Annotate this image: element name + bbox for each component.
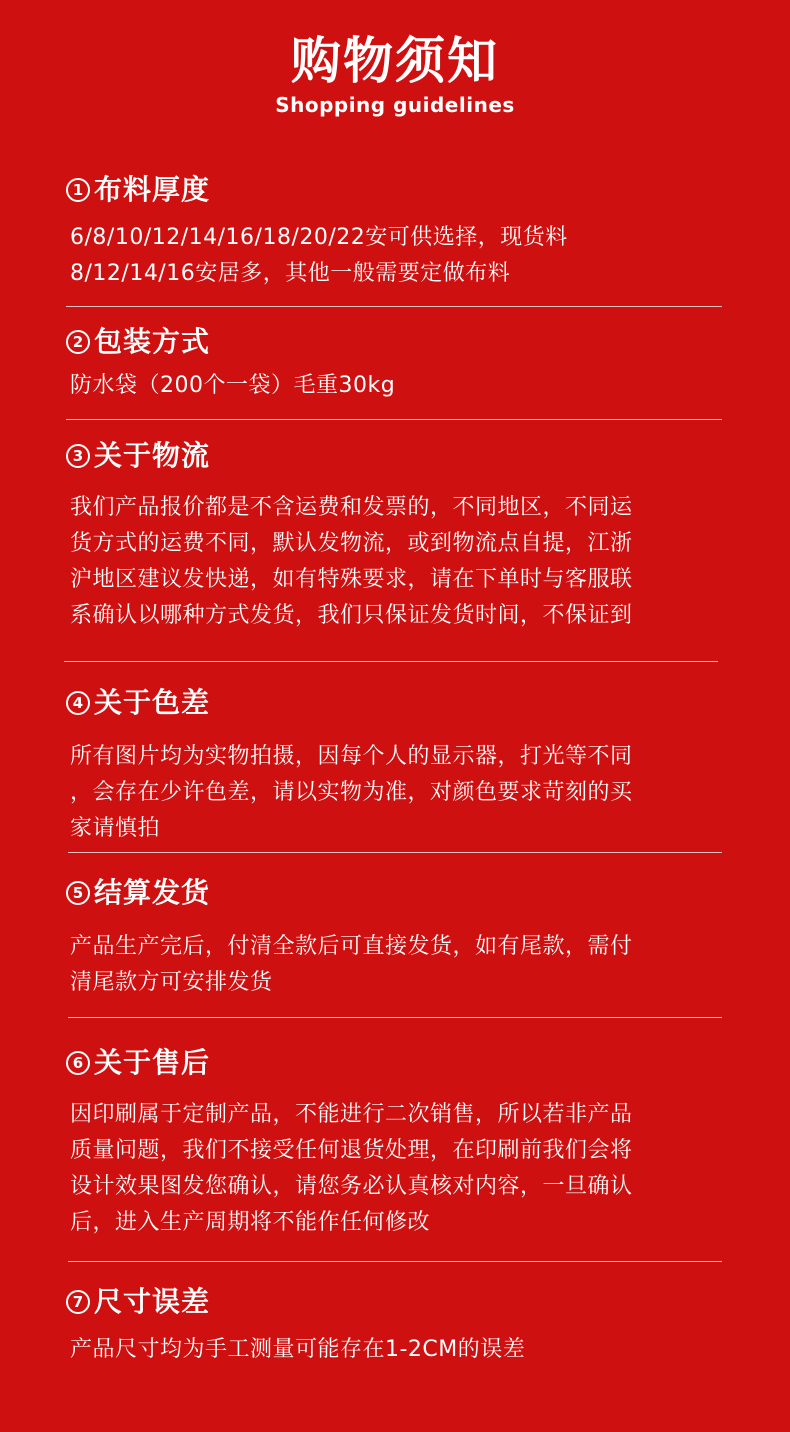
section-body: 6/8/10/12/14/16/18/20/22安可供选择，现货料 8/12/14/16安居多，其他一般需要定做布料 [70, 225, 568, 286]
section-heading [66, 322, 722, 362]
section-body: 产品生产完后，付清全款后可直接发货，如有尾款，需付 清尾款方可安排发货 [70, 934, 633, 995]
section-title: 包装方式 [94, 325, 211, 358]
section-body: 所有图片均为实物拍摄，因每个人的显示器，打光等不同 ，会存在少许色差，请以实物为准，对颜色要求苛刻的买 家请慎拍 [70, 744, 633, 841]
section-title: 关于物流 [94, 439, 211, 472]
section-number-badge: 2 [66, 330, 90, 354]
section-number-badge: 3 [66, 444, 90, 468]
section-heading [66, 1282, 722, 1322]
page-subtitle: Shopping guidelines [275, 93, 515, 117]
section-title: 结算发货 [94, 876, 211, 909]
section-divider [66, 306, 722, 307]
section-divider [68, 1261, 722, 1262]
section-divider [64, 661, 718, 662]
section-divider [66, 419, 722, 420]
section-fabric-thickness [66, 170, 722, 292]
section-logistics [66, 436, 722, 634]
section-title: 尺寸误差 [94, 1285, 211, 1318]
section-number-badge: 6 [66, 1051, 90, 1075]
section-divider [68, 852, 722, 853]
section-body: 因印刷属于定制产品，不能进行二次销售，所以若非产品 质量问题，我们不接受任何退货处理，在印刷前我们会将 设计效果图发您确认，请您务必认真核对内容，一旦确认 后，进入生产周期将不能作任何修改 [70, 1102, 633, 1235]
section-size-tolerance [66, 1282, 722, 1368]
section-number-badge: 4 [66, 691, 90, 715]
section-after-sales [66, 1043, 722, 1241]
section-number-badge: 7 [66, 1290, 90, 1314]
section-title: 关于色差 [94, 686, 211, 719]
page-header [0, 30, 790, 118]
section-title: 布料厚度 [94, 173, 211, 206]
section-settlement-shipping [66, 873, 722, 1001]
section-number-badge: 1 [66, 178, 90, 202]
section-heading [66, 873, 722, 913]
section-color-difference [66, 683, 722, 847]
section-heading [66, 170, 722, 210]
section-body: 产品尺寸均为手工测量可能存在1-2CM的误差 [70, 1337, 526, 1362]
section-body: 防水袋（200个一袋）毛重30kg [70, 373, 396, 398]
section-divider [68, 1017, 722, 1018]
section-heading [66, 683, 722, 723]
section-body: 我们产品报价都是不含运费和发票的，不同地区，不同运 货方式的运费不同，默认发物流，或到物流点自提，江浙 沪地区建议发快递，如有特殊要求，请在下单时与客服联 系确认以哪种方式发货，我们只保证发货时间，不保证到 [70, 495, 633, 628]
page-title: 购物须知 [291, 32, 499, 90]
section-title: 关于售后 [94, 1046, 211, 1079]
section-number-badge: 5 [66, 881, 90, 905]
section-packaging [66, 322, 722, 404]
section-heading [66, 1043, 722, 1083]
section-heading [66, 436, 722, 476]
